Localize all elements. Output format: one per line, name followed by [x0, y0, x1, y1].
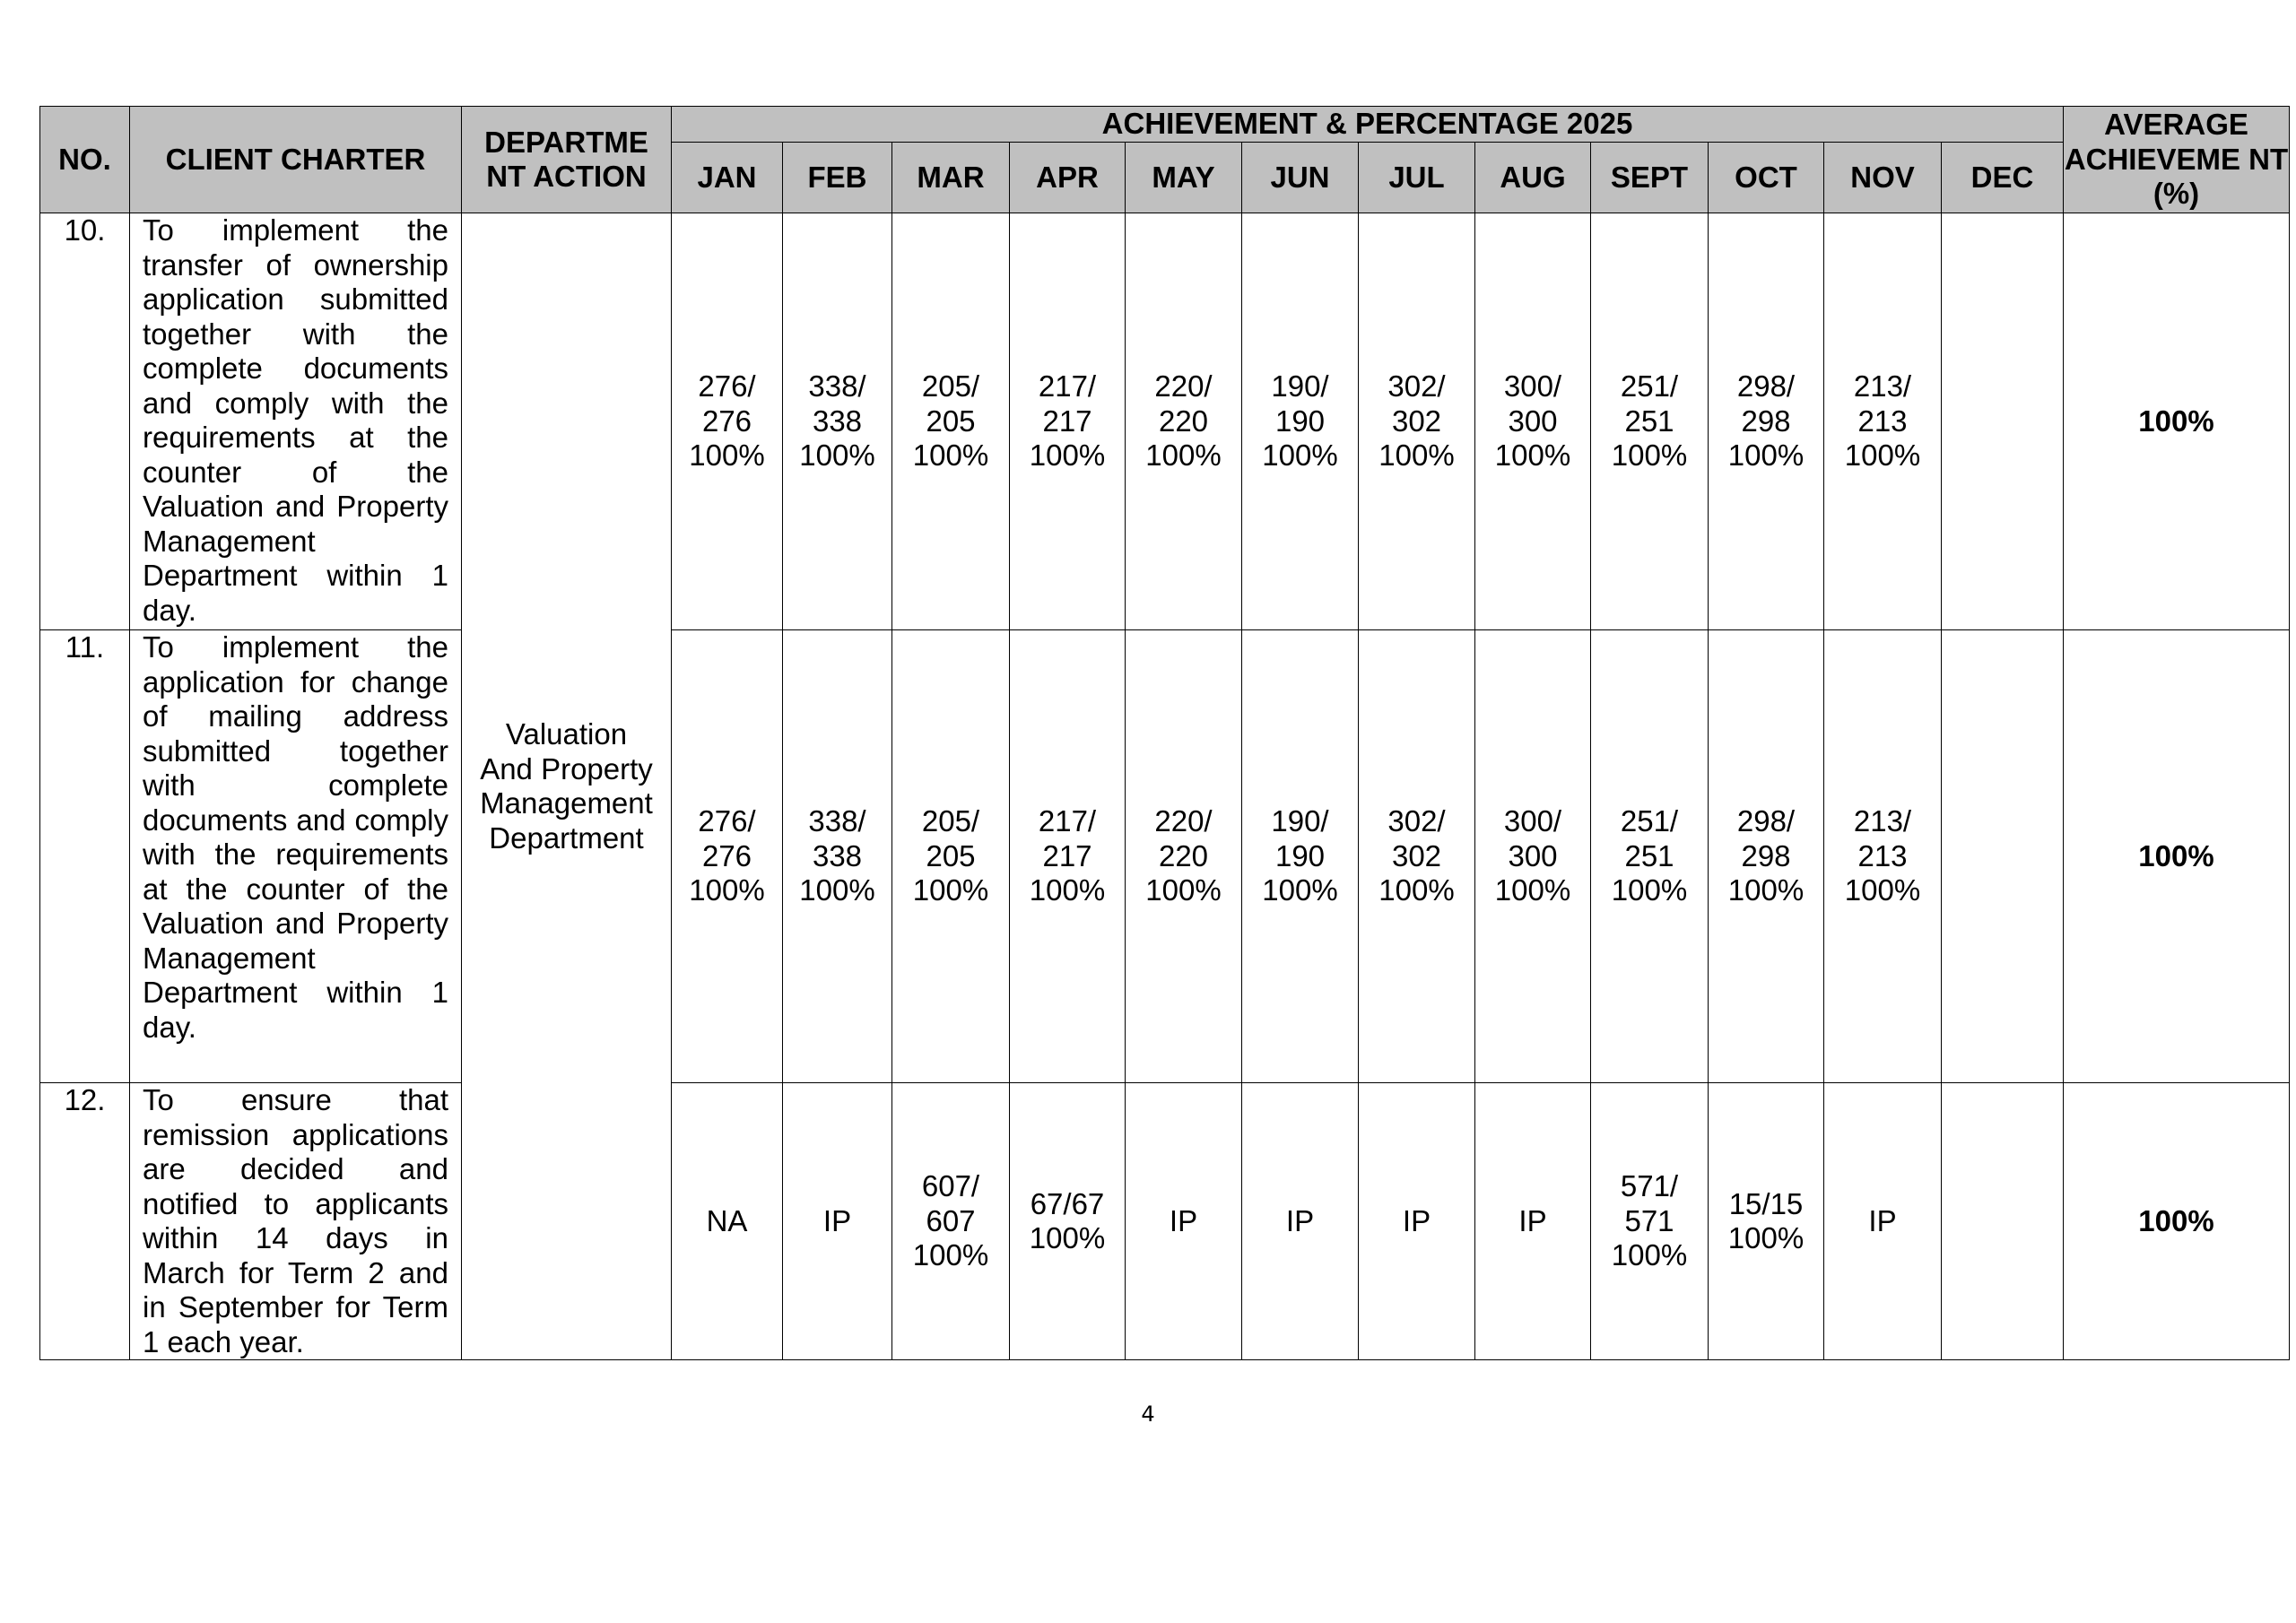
month-cell-may [1126, 630, 1242, 1083]
header-month-jul: JUL [1359, 143, 1475, 213]
cell-line: 302 [1391, 404, 1442, 438]
month-cell-mar [892, 213, 1010, 630]
month-cell-aug [1475, 1083, 1591, 1360]
cell-line: 190/ [1271, 369, 1329, 404]
month-cell-may [1126, 1083, 1242, 1360]
cell-line: 100% [1029, 438, 1106, 473]
month-cell-sept [1591, 213, 1709, 630]
cell-line: 100% [1029, 873, 1106, 907]
cell-line: 217 [1042, 404, 1092, 438]
header-month-aug: AUG [1475, 143, 1591, 213]
cell-line: 100% [912, 1238, 989, 1272]
month-cell-mar [892, 1083, 1010, 1360]
cell-line: IP [1402, 1203, 1431, 1237]
month-cell-oct [1709, 630, 1824, 1083]
cell-line: 205/ [921, 369, 980, 404]
header-achievement-group: ACHIEVEMENT & PERCENTAGE 2025 [672, 107, 2064, 143]
cell-line: 298/ [1736, 804, 1796, 838]
cell-line: NA [706, 1203, 748, 1237]
cell-line: 100% [689, 873, 765, 907]
cell-line: IP [1169, 1203, 1198, 1237]
month-cell-jan [672, 1083, 783, 1360]
header-month-dec: DEC [1942, 143, 2064, 213]
header-month-jan: JAN [672, 143, 783, 213]
cell-line: 251 [1624, 838, 1674, 872]
table-header [40, 107, 2290, 213]
cell-line: 220/ [1154, 369, 1213, 404]
cell-line: 276 [701, 404, 752, 438]
client-charter-text: To implement the transfer of ownership application submitted together with the complete documents and comply with the requirements at the counter of the Valuation and Property Management Department within 1 day. [130, 213, 462, 630]
table-row [40, 1083, 2290, 1360]
cell-line: 100% [1844, 438, 1921, 473]
cell-line: 607 [926, 1203, 976, 1237]
month-cell-jul [1359, 213, 1475, 630]
table-body [40, 213, 2290, 1360]
header-month-may: MAY [1126, 143, 1242, 213]
month-cell-jan [672, 213, 783, 630]
cell-line: 338 [812, 404, 863, 438]
cell-line: 302/ [1387, 804, 1446, 838]
cell-line: 100% [1611, 1238, 1688, 1272]
cell-line: 213 [1857, 838, 1908, 872]
month-cell-feb [783, 1083, 892, 1360]
cell-line: 100% [1727, 438, 1805, 473]
client-charter-text: To ensure that remission applications are decided and notified to applicants within 14 days in March for Term 2 and in September for Term 1 each year. [130, 1083, 462, 1360]
cell-line: 15/15 [1728, 1186, 1804, 1220]
cell-line: 100% [1029, 1221, 1106, 1254]
achievement-table [39, 106, 2290, 1360]
table-row [40, 213, 2290, 630]
header-month-sept: SEPT [1591, 143, 1709, 213]
cell-line: 338/ [808, 804, 866, 838]
month-cell-feb [783, 630, 892, 1083]
cell-line: 298 [1741, 404, 1791, 438]
month-cell-dec [1942, 213, 2064, 630]
average-achievement: 100% [2064, 630, 2290, 1083]
cell-line: 276/ [698, 369, 756, 404]
month-cell-feb [783, 213, 892, 630]
header-month-jun: JUN [1242, 143, 1359, 213]
department-action-cell [462, 213, 672, 1360]
month-cell-sept [1591, 630, 1709, 1083]
cell-line: IP [1285, 1203, 1315, 1237]
header-month-nov: NOV [1824, 143, 1942, 213]
cell-line: 205 [926, 838, 976, 872]
month-cell-dec [1942, 630, 2064, 1083]
month-cell-jun [1242, 1083, 1359, 1360]
month-cell-aug [1475, 213, 1591, 630]
cell-line: 100% [799, 873, 875, 907]
cell-line: 213/ [1853, 369, 1912, 404]
cell-line: 100% [1262, 438, 1338, 473]
cell-line: 100% [1611, 438, 1688, 473]
header-month-feb: FEB [783, 143, 892, 213]
cell-line: 213/ [1853, 804, 1912, 838]
header-month-oct: OCT [1709, 143, 1824, 213]
cell-line: 300/ [1503, 804, 1562, 838]
cell-line: 205 [926, 404, 976, 438]
cell-line: 302 [1391, 838, 1442, 872]
row-number: 10. [40, 213, 130, 630]
cell-line: 251/ [1620, 369, 1679, 404]
cell-line: 338 [812, 838, 863, 872]
month-cell-oct [1709, 213, 1824, 630]
cell-line: 100% [1727, 1221, 1805, 1254]
month-cell-jan [672, 630, 783, 1083]
cell-line: 190 [1274, 838, 1326, 872]
month-cell-jun [1242, 630, 1359, 1083]
row-number: 12. [40, 1083, 130, 1360]
cell-line: IP [1518, 1203, 1547, 1237]
cell-line: 571/ [1620, 1169, 1679, 1203]
cell-line: 100% [799, 438, 875, 473]
month-cell-sept [1591, 1083, 1709, 1360]
cell-line: 100% [1378, 438, 1455, 473]
cell-line: 217/ [1038, 804, 1097, 838]
row-number: 11. [40, 630, 130, 1083]
month-cell-dec [1942, 1083, 2064, 1360]
cell-line: 100% [1494, 438, 1571, 473]
month-cell-aug [1475, 630, 1591, 1083]
cell-line: 300 [1508, 838, 1558, 872]
cell-line: 100% [1145, 873, 1222, 907]
average-achievement: 100% [2064, 1083, 2290, 1360]
month-cell-apr [1010, 213, 1126, 630]
cell-line: 298 [1741, 838, 1791, 872]
cell-line: 100% [1844, 873, 1921, 907]
cell-line: 100% [1611, 873, 1688, 907]
header-month-apr: APR [1010, 143, 1126, 213]
cell-line: 607/ [921, 1169, 980, 1203]
cell-line: 302/ [1387, 369, 1446, 404]
cell-line: IP [822, 1203, 852, 1237]
month-cell-apr [1010, 630, 1126, 1083]
cell-line: 300/ [1503, 369, 1562, 404]
month-cell-nov [1824, 213, 1942, 630]
cell-line: 100% [1262, 873, 1338, 907]
cell-line: 217/ [1038, 369, 1097, 404]
month-cell-nov [1824, 1083, 1942, 1360]
month-cell-mar [892, 630, 1010, 1083]
cell-line: 251 [1624, 404, 1674, 438]
cell-line: 276/ [698, 804, 756, 838]
cell-line: 67/67 [1030, 1186, 1105, 1220]
header-department-action: DEPARTME NT ACTION [462, 107, 672, 213]
cell-line: 100% [1727, 873, 1805, 907]
cell-line: 300 [1508, 404, 1558, 438]
month-cell-may [1126, 213, 1242, 630]
cell-line: 220 [1158, 404, 1209, 438]
month-cell-nov [1824, 630, 1942, 1083]
cell-line: 276 [701, 838, 752, 872]
cell-line: 205/ [921, 804, 980, 838]
cell-line: 217 [1042, 838, 1092, 872]
month-cell-jul [1359, 630, 1475, 1083]
cell-line: 100% [912, 438, 989, 473]
department-name: Valuation And Property Management Department [480, 717, 653, 855]
month-cell-jul [1359, 1083, 1475, 1360]
cell-line: 213 [1857, 404, 1908, 438]
cell-line: 251/ [1620, 804, 1679, 838]
cell-line: 220 [1158, 838, 1209, 872]
client-charter-text: To implement the application for change of mailing address submitted together with complete documents and comply with the requirements at the counter of the Valuation and Property Management Department within 1 day. [130, 630, 462, 1083]
average-achievement: 100% [2064, 213, 2290, 630]
month-cell-jun [1242, 213, 1359, 630]
cell-line: 100% [1494, 873, 1571, 907]
header-month-mar: MAR [892, 143, 1010, 213]
table-row [40, 630, 2290, 1083]
cell-line: 100% [1378, 873, 1455, 907]
month-cell-apr [1010, 1083, 1126, 1360]
cell-line: 190 [1274, 404, 1326, 438]
header-average: AVERAGE ACHIEVEME NT (%) [2064, 107, 2290, 213]
cell-line: 298/ [1736, 369, 1796, 404]
cell-line: 190/ [1271, 804, 1329, 838]
cell-line: 100% [1145, 438, 1222, 473]
cell-line: 100% [689, 438, 765, 473]
cell-line: 220/ [1154, 804, 1213, 838]
header-no: NO. [40, 107, 130, 213]
cell-line: IP [1868, 1203, 1897, 1237]
cell-line: 571 [1624, 1203, 1674, 1237]
cell-line: 338/ [808, 369, 866, 404]
header-client-charter: CLIENT CHARTER [130, 107, 462, 213]
month-cell-oct [1709, 1083, 1824, 1360]
cell-line: 100% [912, 873, 989, 907]
page-number: 4 [1141, 1402, 1155, 1427]
